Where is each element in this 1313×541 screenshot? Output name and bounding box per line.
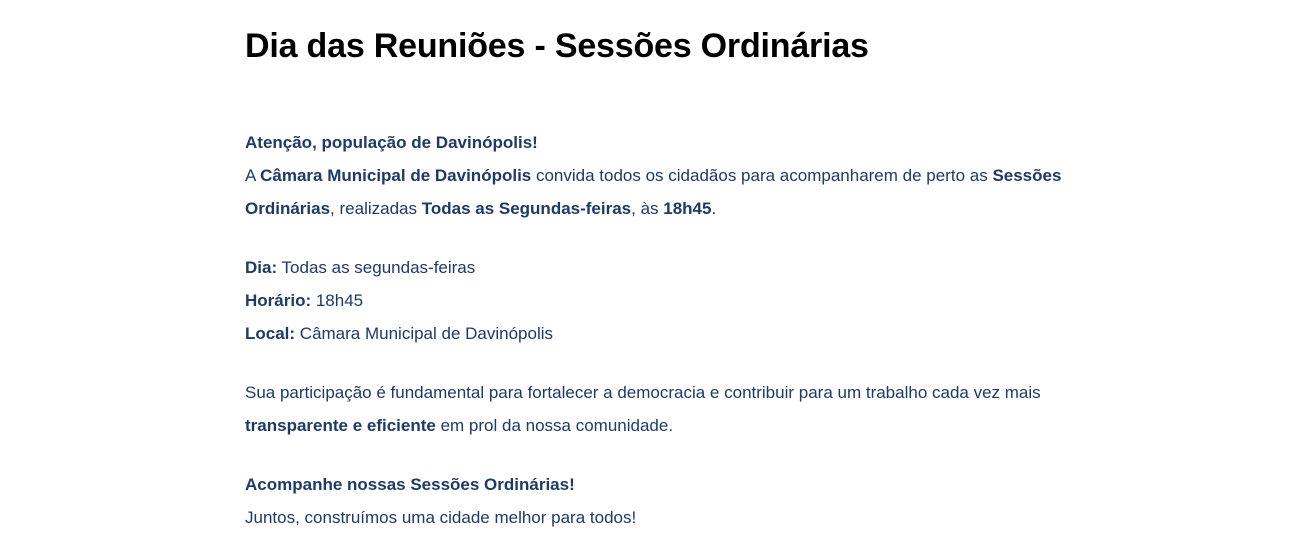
text-line-day <box>245 251 1065 284</box>
bold-text-run: Local: <box>245 324 296 343</box>
text-line <box>245 376 1065 442</box>
bold-text-run: Dia: <box>245 258 278 277</box>
text-run: . <box>711 199 717 218</box>
paragraph-block-participation <box>245 376 1065 442</box>
text-run: 18h45 <box>311 291 364 310</box>
bold-text-run: Atenção, população de Davinópolis! <box>245 133 538 152</box>
bold-text-run: Horário: <box>245 291 312 310</box>
bold-text-run: transparente e eficiente <box>245 416 436 435</box>
text-run: A <box>245 166 261 185</box>
paragraph-block-intro <box>245 126 1065 225</box>
bold-text-run: Sessões Ordinárias <box>245 166 1062 218</box>
text-line-time <box>245 284 1065 317</box>
text-run: Todas as segundas-feiras <box>277 258 476 277</box>
text-line <box>245 501 1065 534</box>
bold-text-run: 18h45 <box>663 199 712 218</box>
text-run: Sua participação é fundamental para fortalecer a democracia e contribuir para um trabalho cada vez mais <box>245 383 1041 402</box>
article-content <box>245 24 1065 534</box>
paragraph-block-closing <box>245 468 1065 534</box>
paragraph-block-details <box>245 251 1065 350</box>
text-run: , às <box>631 199 664 218</box>
text-line <box>245 468 1065 501</box>
bold-text-run: Todas as Segundas-feiras <box>421 199 632 218</box>
text-run: convida todos os cidadãos para acompanharem de perto as <box>531 166 993 185</box>
text-run: , realizadas <box>330 199 422 218</box>
text-line <box>245 126 1065 159</box>
text-line <box>245 159 1065 225</box>
text-run: Câmara Municipal de Davinópolis <box>295 324 554 343</box>
text-run: em prol da nossa comunidade. <box>435 416 674 435</box>
text-run: Juntos, construímos uma cidade melhor para todos! <box>245 508 637 527</box>
page-title: Dia das Reuniões - Sessões Ordinárias <box>245 27 869 65</box>
bold-text-run: Câmara Municipal de Davinópolis <box>260 166 532 185</box>
text-line-place <box>245 317 1065 350</box>
bold-text-run: Acompanhe nossas Sessões Ordinárias! <box>245 475 575 494</box>
